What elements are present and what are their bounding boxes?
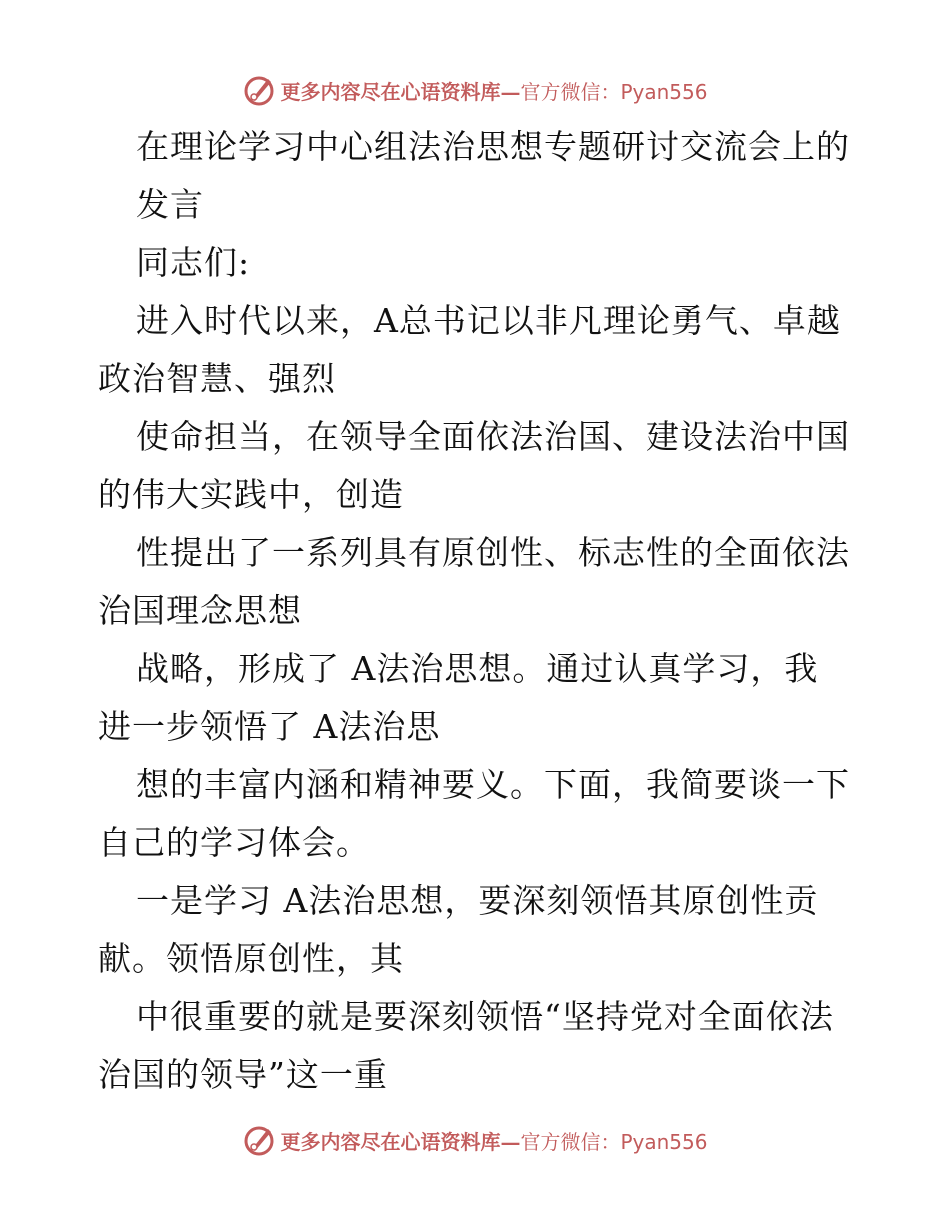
doc-line: 想的丰富内涵和精神要义。下面，我简要谈一下 bbox=[136, 765, 850, 804]
doc-line: 政治智慧、强烈 bbox=[98, 359, 336, 398]
doc-line: 同志们: bbox=[136, 243, 251, 282]
doc-line: 治国的领导”这一重 bbox=[98, 1055, 388, 1094]
doc-line: 献。领悟原创性，其 bbox=[98, 939, 404, 978]
footer-banner bbox=[0, 1120, 950, 1160]
doc-line: 进入时代以来，A总书记以非凡理论勇气、卓越 bbox=[136, 301, 841, 340]
doc-line: 中很重要的就是要深刻领悟“坚持党对全面依法 bbox=[136, 997, 834, 1036]
doc-line: 一是学习 A法治思想，要深刻领悟其原创性贡 bbox=[136, 881, 819, 920]
banner-main-text: 更多内容尽在心语资料库— bbox=[280, 79, 521, 104]
doc-line: 发言 bbox=[136, 185, 204, 224]
header-banner bbox=[0, 70, 950, 110]
doc-line: 进一步领悟了 A法治思 bbox=[98, 707, 441, 746]
document-body bbox=[98, 118, 858, 1104]
doc-line: 战略，形成了 A法治思想。通过认真学习，我 bbox=[136, 649, 819, 688]
banner-wechat-text: 官方微信：Pyan556 bbox=[520, 1129, 708, 1154]
doc-line: 在理论学习中心组法治思想专题研讨交流会上的 bbox=[136, 127, 850, 166]
doc-line: 自己的学习体会。 bbox=[98, 823, 370, 862]
doc-line: 性提出了一系列具有原创性、标志性的全面依法 bbox=[136, 533, 850, 572]
quill-logo-icon bbox=[242, 1123, 276, 1157]
banner-wechat-text: 官方微信：Pyan556 bbox=[520, 79, 708, 104]
doc-line: 使命担当，在领导全面依法治国、建设法治中国 bbox=[136, 417, 850, 456]
banner-main-text: 更多内容尽在心语资料库— bbox=[280, 1129, 521, 1154]
doc-line: 的伟大实践中，创造 bbox=[98, 475, 404, 514]
doc-line: 治国理念思想 bbox=[98, 591, 302, 630]
quill-logo-icon bbox=[242, 73, 276, 107]
